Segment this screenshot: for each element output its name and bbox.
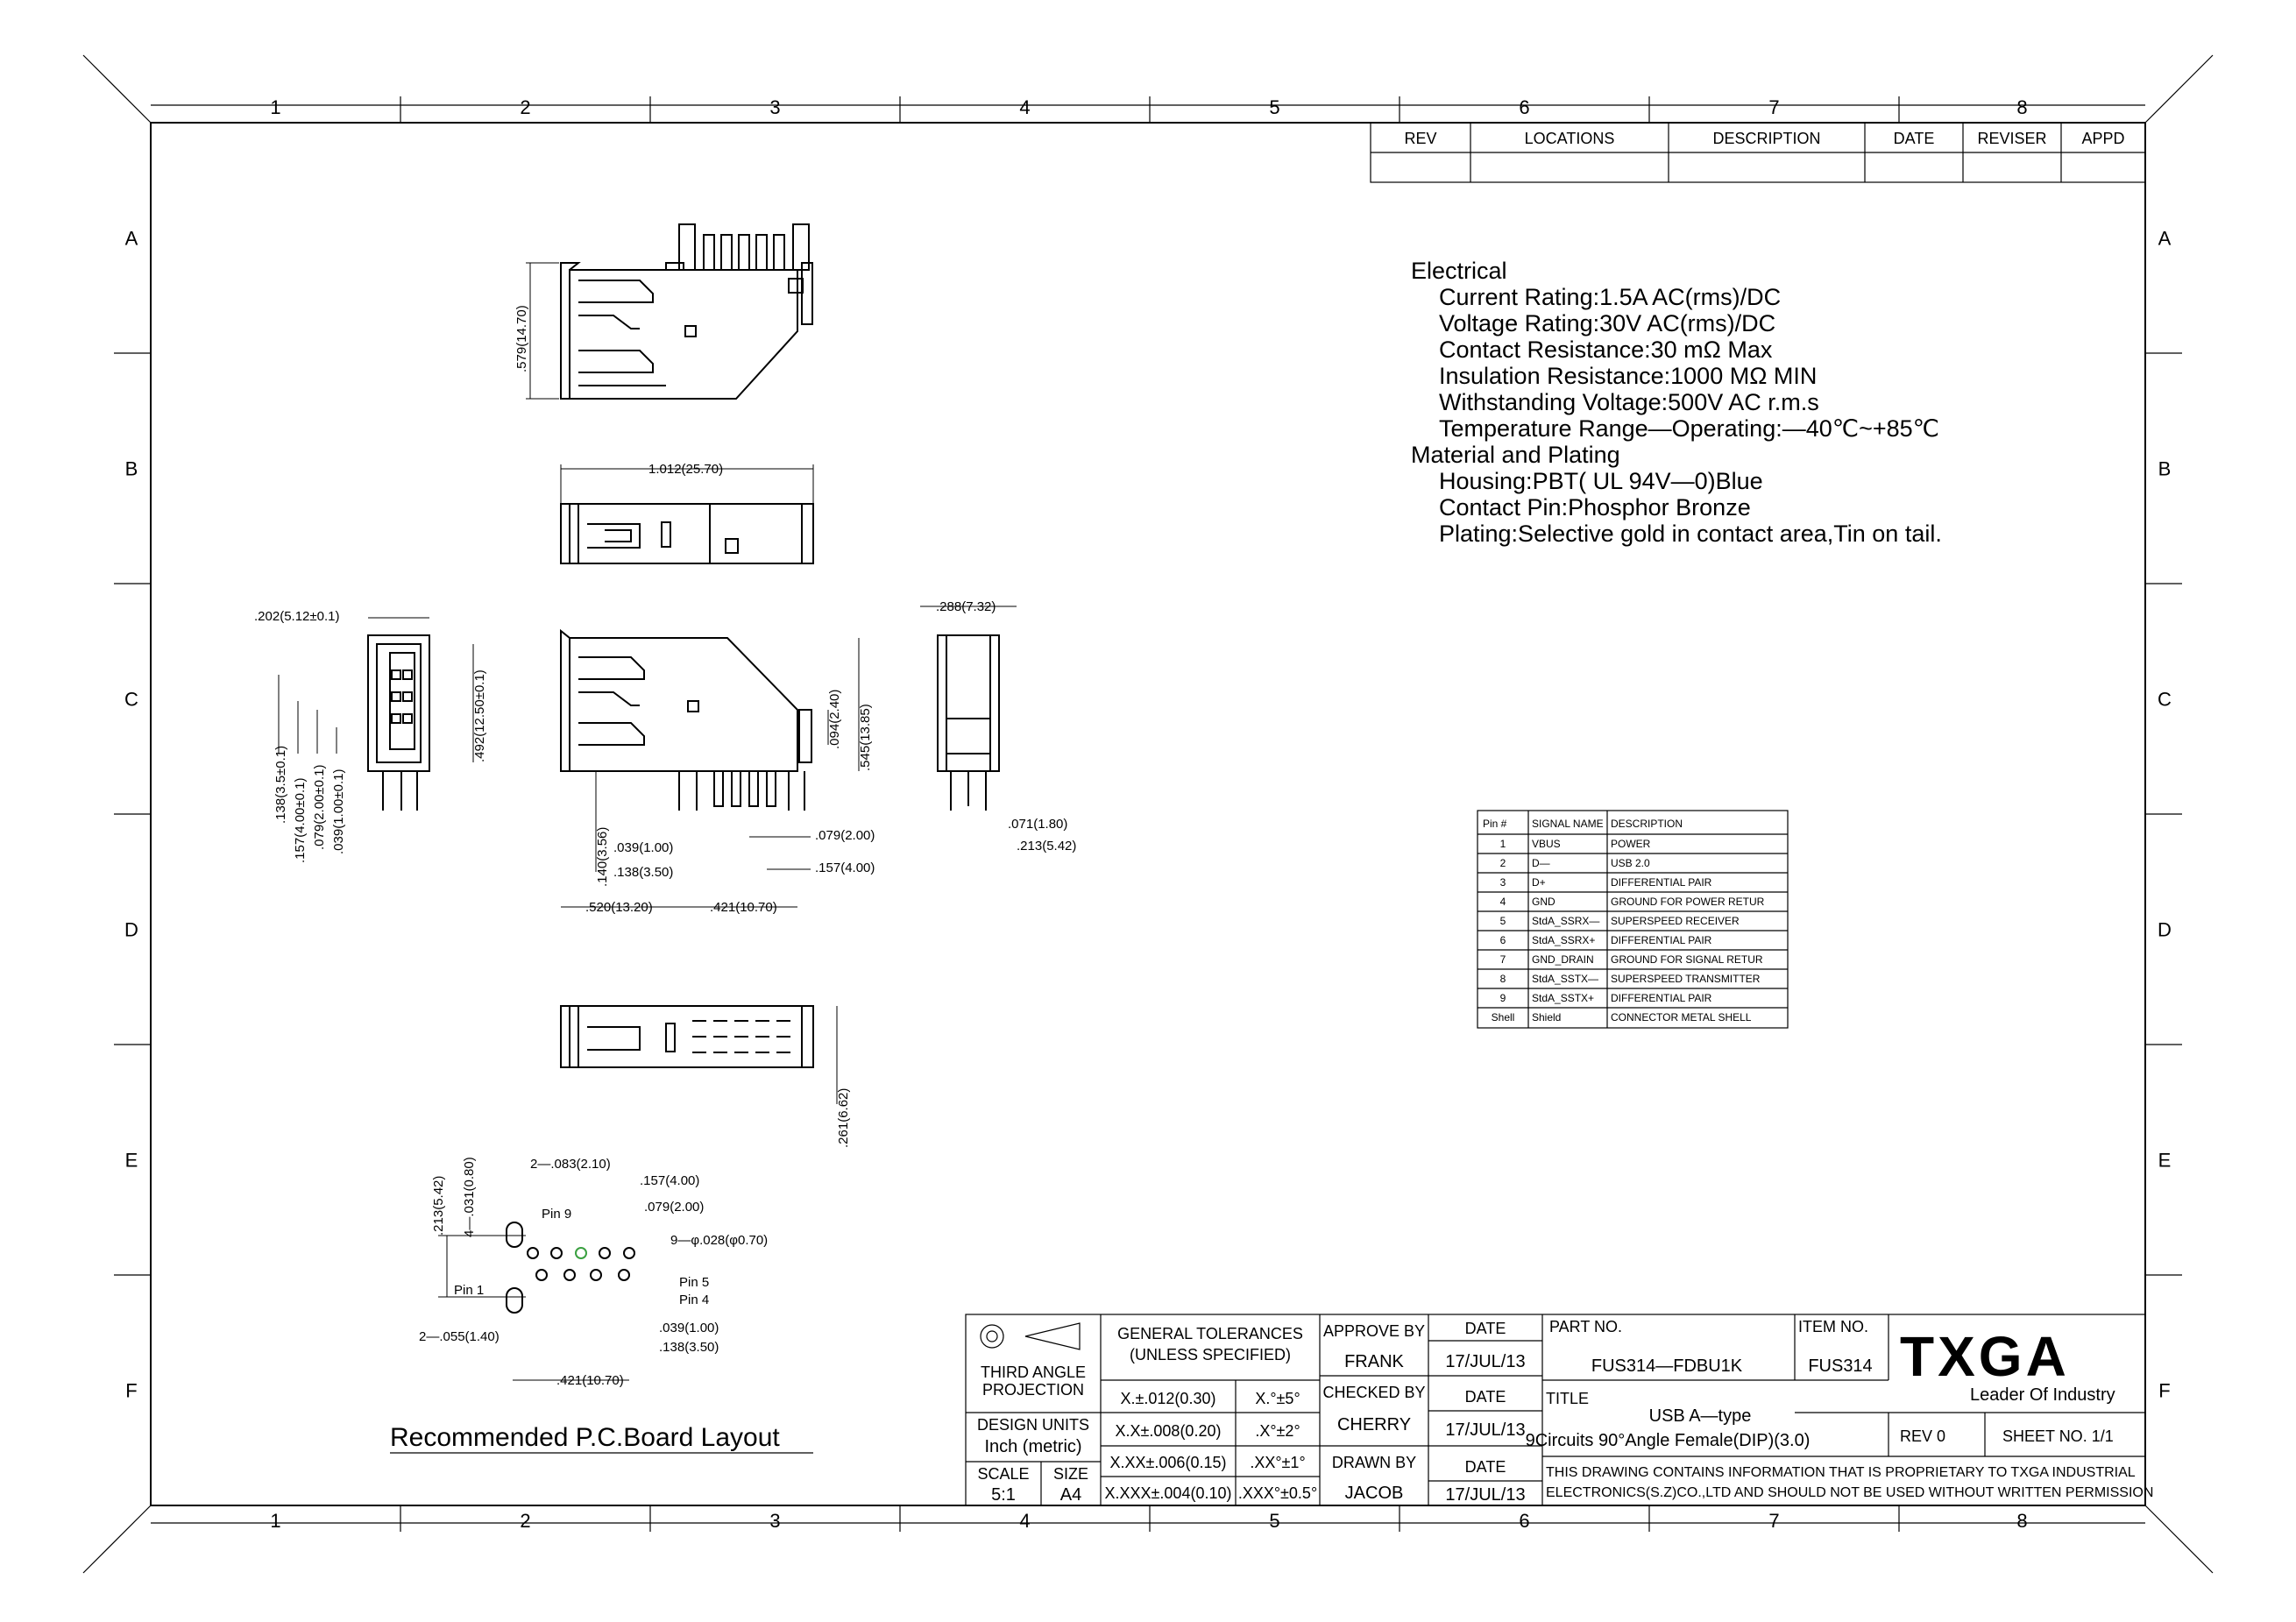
row-label-left: B xyxy=(124,457,138,480)
side-view xyxy=(561,462,813,563)
revision-table xyxy=(1371,123,2145,182)
main-side-view xyxy=(561,631,875,915)
row-label-right: C xyxy=(2158,688,2172,711)
dim-138-main: .138(3.50) xyxy=(613,865,674,880)
notice-line1: THIS DRAWING CONTAINS INFORMATION THAT IS PROPRIETARY TO TXGA INDUSTRIAL xyxy=(1546,1465,2136,1480)
date-header: DATE xyxy=(1893,130,1935,147)
column-label-bottom: 8 xyxy=(2016,1510,2028,1532)
specifications xyxy=(1411,258,1942,547)
outer-frame xyxy=(151,123,2145,1505)
column-label-top: 5 xyxy=(1269,96,1280,118)
column-label-bottom: 1 xyxy=(270,1510,281,1532)
description-header: DESCRIPTION xyxy=(1611,818,1683,830)
approve-date: 17/JUL/13 xyxy=(1445,1352,1526,1371)
drawn-date: 17/JUL/13 xyxy=(1445,1485,1526,1505)
spec-withstanding-voltage: Withstanding Voltage:500V AC r.m.s xyxy=(1439,389,1819,415)
description-header: DESCRIPTION xyxy=(1712,130,1821,147)
dim-079-main: .079(2.00) xyxy=(815,828,875,843)
notice-line2: ELECTRONICS(S.Z)CO.,LTD AND SHOULD NOT BE USED WITHOUT WRITTEN PERMISSION xyxy=(1546,1485,2154,1500)
rev-value: REV 0 xyxy=(1900,1427,1946,1445)
item-no: FUS314 xyxy=(1808,1356,1873,1376)
column-label-top: 4 xyxy=(1019,96,1031,118)
dim-094: .094(2.40) xyxy=(827,689,842,749)
column-label-bottom: 4 xyxy=(1019,1510,1031,1532)
pin-number: Shell xyxy=(1491,1011,1515,1023)
spec-insulation-resistance: Insulation Resistance:1000 MΩ MIN xyxy=(1439,363,1818,389)
dim-138-front: .138(3.5±0.1) xyxy=(273,745,288,824)
pin4-label: Pin 4 xyxy=(679,1293,710,1307)
pcb-dim-083: 2—.083(2.10) xyxy=(530,1157,611,1172)
pin-signal: VBUS xyxy=(1532,838,1561,850)
column-label-bottom: 7 xyxy=(1768,1510,1780,1532)
tol-angular-1: X.°±5° xyxy=(1255,1390,1300,1407)
pin-signal: D+ xyxy=(1532,876,1546,889)
part-no: FUS314—FDBU1K xyxy=(1591,1356,1743,1376)
size-value: A4 xyxy=(1059,1485,1082,1505)
top-view xyxy=(514,224,812,399)
title-line2: 9Circuits 90°Angle Female(DIP)(3.0) xyxy=(1525,1431,1811,1450)
dim-157-main: .157(4.00) xyxy=(815,861,875,875)
column-label-bottom: 3 xyxy=(769,1510,781,1532)
projection-line2: PROJECTION xyxy=(981,1381,1085,1399)
row-label-left: E xyxy=(124,1149,138,1172)
row-label-right: A xyxy=(2158,227,2172,250)
pin-description: GROUND FOR SIGNAL RETUR xyxy=(1611,953,1763,966)
pcb-dim-039: .039(1.00) xyxy=(659,1321,719,1335)
dim-202: .202(5.12±0.1) xyxy=(254,609,340,624)
dim-1012: 1.012(25.70) xyxy=(648,462,724,477)
part-no-label: PART NO. xyxy=(1549,1318,1623,1335)
pin-description: GROUND FOR POWER RETUR xyxy=(1611,896,1765,908)
design-units-label: DESIGN UNITS xyxy=(976,1416,1090,1434)
pin-signal: Shield xyxy=(1532,1011,1562,1023)
column-label-top: 7 xyxy=(1768,96,1780,118)
tol-linear-1: X.±.012(0.30) xyxy=(1120,1390,1216,1407)
dim-261: .261(6.62) xyxy=(836,1087,851,1148)
size-label: SIZE xyxy=(1052,1465,1089,1483)
row-grid-left xyxy=(114,228,151,1402)
row-label-left: F xyxy=(125,1379,138,1402)
item-no-label: ITEM NO. xyxy=(1798,1318,1868,1335)
dim-039-front: .039(1.00±0.1) xyxy=(331,769,346,854)
row-label-right: B xyxy=(2158,457,2172,480)
dim-288: .288(7.32) xyxy=(936,599,996,614)
dim-079-front: .079(2.00±0.1) xyxy=(312,764,327,850)
pin-number: 6 xyxy=(1499,934,1506,946)
locations-header: LOCATIONS xyxy=(1524,130,1615,147)
pin-signal: GND xyxy=(1532,896,1555,908)
pcb-dim-157: .157(4.00) xyxy=(640,1173,700,1188)
pin-description: DIFFERENTIAL PAIR xyxy=(1611,992,1712,1004)
pin-number: 4 xyxy=(1499,896,1506,908)
front-view xyxy=(254,609,487,863)
pin-signal: StdA_SSTX— xyxy=(1532,973,1599,985)
dim-579: .579(14.70) xyxy=(514,305,529,372)
tol-linear-2: X.X±.008(0.20) xyxy=(1115,1422,1222,1440)
dim-213-end: .213(5.42) xyxy=(1017,839,1077,853)
date-label-3: DATE xyxy=(1464,1458,1506,1476)
pin-number: 7 xyxy=(1499,953,1506,966)
material-heading: Material and Plating xyxy=(1411,442,1620,468)
pin-signal: StdA_SSRX— xyxy=(1532,915,1600,927)
row-label-right: E xyxy=(2158,1149,2172,1172)
checked-date: 17/JUL/13 xyxy=(1445,1420,1526,1440)
drawn-name: JACOB xyxy=(1344,1484,1404,1503)
design-units-value: Inch (metric) xyxy=(984,1437,1082,1456)
signal-name-header: SIGNAL NAME xyxy=(1532,818,1604,830)
pcb-dim-138: .138(3.50) xyxy=(659,1340,719,1355)
approve-label: APPROVE BY xyxy=(1322,1322,1426,1340)
pin-signal: StdA_SSRX+ xyxy=(1532,934,1596,946)
pcb-dim-028: 9—φ.028(φ0.70) xyxy=(670,1233,769,1248)
spec-contact-pin: Contact Pin:Phosphor Bronze xyxy=(1439,494,1751,521)
column-label-top: 1 xyxy=(270,96,281,118)
rev-header: REV xyxy=(1404,130,1437,147)
tolerance-heading-2: (UNLESS SPECIFIED) xyxy=(1129,1346,1292,1363)
sheet-no: SHEET NO. 1/1 xyxy=(2002,1427,2114,1445)
checked-label: CHECKED BY xyxy=(1322,1384,1426,1401)
bottom-view xyxy=(561,1006,851,1148)
pin-number: 3 xyxy=(1499,876,1506,889)
dim-520: .520(13.20) xyxy=(585,900,653,915)
column-label-bottom: 6 xyxy=(1519,1510,1530,1532)
electrical-heading: Electrical xyxy=(1411,258,1507,284)
pin-description: DIFFERENTIAL PAIR xyxy=(1611,876,1712,889)
pcb-dim-213: .213(5.42) xyxy=(431,1175,446,1236)
appd-header: APPD xyxy=(2081,130,2125,147)
column-label-top: 6 xyxy=(1519,96,1530,118)
column-grid-bottom xyxy=(270,1505,2027,1532)
column-label-bottom: 2 xyxy=(520,1510,531,1532)
column-label-top: 2 xyxy=(520,96,531,118)
pin-signal: D— xyxy=(1532,857,1550,869)
column-label-bottom: 5 xyxy=(1269,1510,1280,1532)
pin5-label: Pin 5 xyxy=(679,1275,710,1290)
tol-angular-3: .XX°±1° xyxy=(1250,1454,1306,1471)
end-view xyxy=(920,599,1076,853)
pin-signal: GND_DRAIN xyxy=(1532,953,1594,966)
spec-current-rating: Current Rating:1.5A AC(rms)/DC xyxy=(1439,284,1782,310)
pcb-dim-079: .079(2.00) xyxy=(644,1200,705,1215)
dim-545: .545(13.85) xyxy=(858,704,873,771)
title-label: TITLE xyxy=(1546,1390,1590,1407)
dim-157-front: .157(4.00±0.1) xyxy=(293,777,308,863)
dim-421-main: .421(10.70) xyxy=(710,900,777,915)
dim-071: .071(1.80) xyxy=(1008,817,1068,832)
pin-description: POWER xyxy=(1611,838,1651,850)
title-block xyxy=(966,1314,2153,1505)
spec-voltage-rating: Voltage Rating:30V AC(rms)/DC xyxy=(1439,310,1776,336)
dim-140: .140(3.56) xyxy=(595,826,610,887)
scale-value: 5:1 xyxy=(991,1485,1016,1505)
pin-table xyxy=(1478,811,1788,1028)
spec-housing: Housing:PBT( UL 94V—0)Blue xyxy=(1439,468,1763,494)
pin-header: Pin # xyxy=(1483,818,1507,830)
company-logo: TXGA xyxy=(1900,1325,2070,1388)
title-line1: USB A—type xyxy=(1648,1406,1752,1426)
tol-linear-4: X.XXX±.004(0.10) xyxy=(1104,1484,1232,1502)
row-label-left: A xyxy=(124,227,138,250)
reviser-header: REVISER xyxy=(1977,130,2047,147)
row-label-left: C xyxy=(124,688,138,711)
date-label-1: DATE xyxy=(1464,1320,1506,1337)
dim-039-main: .039(1.00) xyxy=(613,840,674,855)
checked-name: CHERRY xyxy=(1336,1415,1412,1434)
row-label-left: D xyxy=(124,918,138,941)
pin-number: 1 xyxy=(1499,838,1506,850)
row-label-right: F xyxy=(2158,1379,2171,1402)
column-grid-top xyxy=(270,96,2027,123)
pcb-dim-031: 4—.031(0.80) xyxy=(462,1157,477,1237)
pcb-layout xyxy=(390,1157,813,1453)
pin-description: SUPERSPEED TRANSMITTER xyxy=(1611,973,1761,985)
pin-description: SUPERSPEED RECEIVER xyxy=(1611,915,1740,927)
column-label-top: 3 xyxy=(769,96,781,118)
pcb-caption: Recommended P.C.Board Layout xyxy=(390,1423,780,1452)
approve-name: FRANK xyxy=(1344,1352,1404,1371)
tol-angular-4: .XXX°±0.5° xyxy=(1237,1484,1318,1502)
row-grid-right xyxy=(2145,228,2182,1402)
tol-linear-3: X.XX±.006(0.15) xyxy=(1109,1454,1227,1471)
pcb-dim-421: .421(10.70) xyxy=(556,1373,624,1388)
tol-angular-2: .X°±2° xyxy=(1255,1422,1300,1440)
scale-label: SCALE xyxy=(977,1465,1030,1483)
spec-contact-resistance: Contact Resistance:30 mΩ Max xyxy=(1439,336,1773,363)
pin-number: 8 xyxy=(1499,973,1506,985)
pin-description: CONNECTOR METAL SHELL xyxy=(1611,1011,1752,1023)
dim-492: .492(12.50±0.1) xyxy=(472,669,487,762)
column-label-top: 8 xyxy=(2016,96,2028,118)
spec-plating: Plating:Selective gold in contact area,Tin on tail. xyxy=(1439,521,1942,547)
pin9-label: Pin 9 xyxy=(542,1207,572,1222)
row-label-right: D xyxy=(2158,918,2172,941)
pin-description: DIFFERENTIAL PAIR xyxy=(1611,934,1712,946)
projection-line1: THIRD ANGLE xyxy=(980,1363,1087,1381)
pin-number: 9 xyxy=(1499,992,1506,1004)
pin-description: USB 2.0 xyxy=(1611,857,1650,869)
pin-signal: StdA_SSTX+ xyxy=(1532,992,1595,1004)
pin-number: 2 xyxy=(1499,857,1506,869)
pcb-dim-055: 2—.055(1.40) xyxy=(419,1329,500,1344)
date-label-2: DATE xyxy=(1464,1388,1506,1406)
spec-temperature-range: Temperature Range—Operating:—40℃~+85℃ xyxy=(1439,415,1939,442)
tolerance-heading-1: GENERAL TOLERANCES xyxy=(1117,1325,1303,1342)
drawn-label: DRAWN BY xyxy=(1331,1454,1417,1471)
company-slogan: Leader Of Industry xyxy=(1970,1385,2115,1405)
pin1-label: Pin 1 xyxy=(454,1283,485,1298)
pin-number: 5 xyxy=(1499,915,1506,927)
